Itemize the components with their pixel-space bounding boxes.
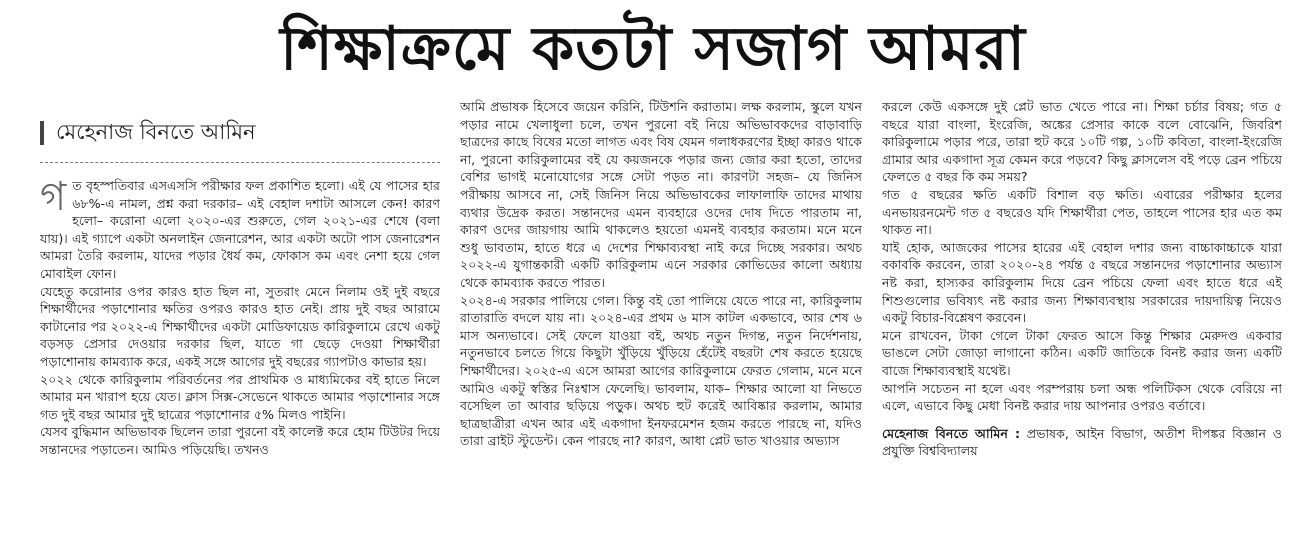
divider [40,162,440,163]
author-name: মেহেনাজ বিনতে আমিন [56,120,256,145]
paragraph: আমি প্রভাষক হিসেবে জয়েন করিনি, টিউশনি করাতাম। লক্ষ করলাম, স্কুলে যখন পড়ার নামে খেলাধুলা চলে, তখন পুরনো বই নিয়ে অভিভাবকদের বাড়াবাড়ি ছাত্রদের কাছে বিষের মতো লাগত এবং বিষ যেমন গলাধকরণের ইচ্ছা কারও থাকে না, পুরনো কারিকুলামের বই যে কয়জনকে পড়ার জন্য জোর করা হতো, তাদের বেশির ভাগই মনোযোগের সঙ্গে সেটা পড়ত না। কারণটা সহজ– যে জিনিস পরীক্ষায় আসবে না, সেই জিনিস নিয়ে অভিভাবকের লাফালাফি তাদের মাথায় ব্যথার উদ্রেক করত। সন্তানদের এমন ব্যবহারে ওদের দোষ দিতে পারতাম না, কারণ ওদের জায়গায় আমি থাকলেও হয়তো এমনই ব্যবহার করতাম। মনে মনে শুধু ভাবতাম, হাতে ধরে এ দেশের শিক্ষাব্যবস্থা নাই করে দিচ্ছে সরকার। অথচ ২০২২-এ যুগান্তকারী একটি কারিকুলাম এনে সরকার কোভিডের কালো অধ্যায় থেকে কামব্যাক করতে পারত। [460,99,862,290]
byline-bar [40,121,44,145]
paragraph: মনে রাখবেন, টাকা গেলে টাকা ফেরত আসে কিন্তু শিক্ষার মেরুদণ্ড একবার ভাঙলে সেটা জোড়া লাগানো কঠিন। একটি জাতিকে বিনষ্ট করার জন্য একটি বাজে শিক্ষাব্যবস্থাই যথেষ্ট। [882,327,1282,378]
dropcap: গ [40,174,67,220]
paragraph: যাই হোক, আজকের পাসের হারের এই বেহাল দশার জন্য বাচ্চাকাচ্চাকে যারা বকাবকি করবেন, তারা ২০২০-২৪ পর্যন্ত ৫ বছরে সন্তানদের পড়াশোনার অভ্যাস নষ্ট করা, হাস্যকর কারিকুলাম দিয়ে ব্রেন পচিয়ে ফেলা এবং হাতে ধরে এই শিশুগুলোর ভবিষ্যৎ নষ্ট করার জন্য শিক্ষাব্যবস্থায় সরকারের দায়দায়িত্ব নিয়েও একটু বিচার-বিশ্লেষণ করবেন। [882,239,1282,326]
paragraph: ২০২৪-এ সরকার পালিয়ে গেল। কিন্তু বই তো পালিয়ে যেতে পারে না, কারিকুলাম রাতারাতি বদলে যায় না। ২০২৪-এর প্রথম ৬ মাস কাটল একভাবে, আর শেষ ৬ মাস অন্যভাবে। সেই ফেলে যাওয়া বই, অথচ নতুন দিগন্ত, নতুন নির্দেশনায়, নতুনভাবে চলতে গিয়ে কিছুটা খুঁড়িয়ে খুঁড়িয়ে হেঁটেই বছরটা শেষ করতে হয়েছে শিক্ষার্থীদের। ২০২৫-এ এসে আমরা আগের কারিকুলামে ফেরত গেলাম, মনে মনে আমিও একটু স্বস্তির নিঃশ্বাস ফেলেছি। ভাবলাম, যাক– শিক্ষার আলো যা নিভতে বসেছিল তা আবার ছড়িয়ে পড়ুক। অথচ হুট করেই আবিষ্কার করলাম, আমার ছাত্রছাত্রীরা এখন আর এই একগাদা ইনফরমেশন হজম করতে পারছে না, যদিও তারা ব্রাইট স্টুডেন্ট। কেন পারছে না? কারণ, আধা প্লেট ভাত খাওয়ার অভ্যাস [460,292,862,449]
author-note-desc: প্রভাষক, আইন বিভাগ, অতীশ দীপঙ্কর বিজ্ঞান ও প্রযুক্তি বিশ্ববিদ্যালয় [882,425,1282,459]
paragraph: ২০২২ থেকে কারিকুলাম পরিবর্তনের পর প্রাথমিক ও মাধ্যমিকের বই হাতে নিলে আমার মন খারাপ হয়ে যেত। ক্লাস সিক্স-সেভেনে থাকতে আমার পড়াশোনার সঙ্গে গত দুই বছর আমার দুই ছাত্রের পড়াশোনার ৫% মিলও পাইনি। [40,371,440,422]
paragraph: যেহেতু করোনার ওপর কারও হাত ছিল না, সুতরাং মেনে নিলাম ওই দুই বছরে শিক্ষার্থীদের পড়াশোনার ক্ষতির ওপরও কারও হাত নেই। প্রায় দুই বছর আরামে কাটানোর পর ২০২২-এ শিক্ষার্থীদের একটা মোডিফায়েড কারিকুলামে রেখে একটু বড়সড় প্রেসার দেওয়ার দরকার ছিল, যাতে গা ছেড়ে দেওয়া শিক্ষার্থীরা পড়াশোনায় কামব্যাক করে, একই সঙ্গে আগের দুই বছরের গ্যাপটাও কাভার হয়। [40,283,440,369]
paragraph: যেসব বুদ্ধিমান অভিভাবক ছিলেন তারা পুরনো বই কালেক্ট করে হোম টিউটর দিয়ে সন্তানদের পড়াতেন। আমিও পড়িয়েছি। তখনও [40,424,440,457]
paragraph [40,174,440,283]
column-2 [460,98,862,536]
column-3 [882,98,1282,536]
paragraph: করলে কেউ একসঙ্গে দুই প্লেট ভাত খেতে পারে না। শিক্ষা চর্চার বিষয়; গত ৫ বছরে যারা বাংলা, ইংরেজি, অঙ্কের প্রেসার কাকে বলে বোঝেনি, জিবরিশ কারিকুলামে পড়ার পরে, তারা হুট করে ১০টি গল্প, ১০টি কবিতা, বাংলা-ইংরেজি গ্রামার আর একগাদা সূত্র কেমন করে পড়বে? কিছু ক্লাসলেস বই পড়ে ব্রেন পচিয়ে ফেলতে ৫ বছর কি কম সময়? [882,99,1282,185]
byline [40,114,440,152]
paragraph-text: ত বৃহস্পতিবার এসএসসি পরীক্ষার ফল প্রকাশিত হলো। এই যে পাসের হার ৬৮%-এ নামল, প্রশ্ন করা দরকার– এই বেহাল দশাটা আসলে কেন! কারণ হলো– করোনা এলো ২০২০-এর শুরুতে, গেল ২০২১-এর শেষে (বলা যায়)। এই গ্যাপে একটা অনলাইন জেনারেশন, আর একটা অটো পাস জেনারেশন আমরা তৈরি করলাম, যাদের পড়ার ধৈর্য কম, ফোকাস কম এবং নেশা হয়ে গেল মোবাইল ফোন। [40,178,440,281]
author-note-name: মেহেনাজ বিনতে আমিন : [882,425,1020,441]
headline: শিক্ষাক্রমে কতটা সজাগ আমরা [280,14,1026,84]
column-1 [40,100,440,538]
author-note [882,425,1282,460]
paragraph: আপনি সচেতন না হলে এবং পরম্পরায় চলা অন্ধ পলিটিকস থেকে বেরিয়ে না এলে, এভাবে কিছু মেধা বিনষ্ট করার দায় আপনার ওপরও বর্তাবে। [882,380,1282,414]
paragraph: গত ৫ বছরের ক্ষতি একটি বিশাল বড় ক্ষতি। এবারের পরীক্ষার হলের এনভায়রনমেন্ট গত ৫ বছরেও যদি শিক্ষার্থীরা পেত, তাহলে পাসের হার এত কম থাকত না। [882,186,1282,238]
